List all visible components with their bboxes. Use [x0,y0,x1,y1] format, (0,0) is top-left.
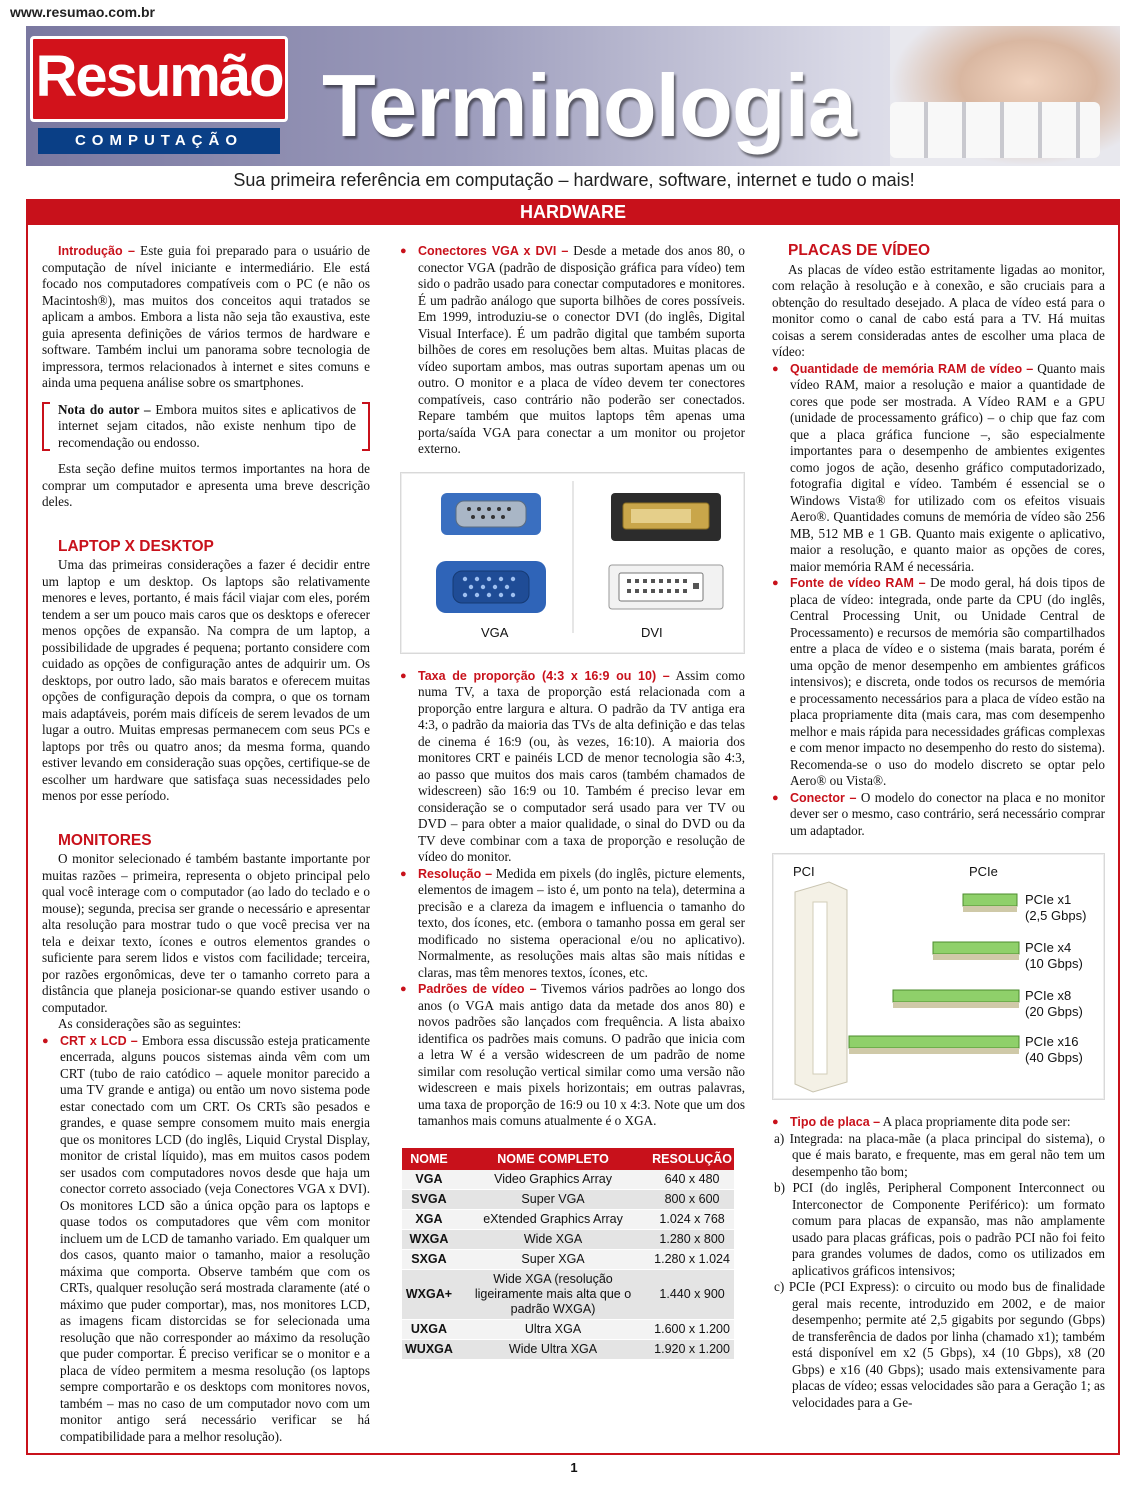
slot-name: PCIe x1 [1025,892,1072,907]
table-header: NOME COMPLETO [456,1148,650,1171]
video-ram-item [772,361,1105,576]
author-note [42,402,370,452]
slot-speed: (40 Gbps) [1025,1050,1083,1065]
monitors-heading: MONITORES [58,831,152,849]
laptop-text: Uma das primeiras considerações a fazer é decidir entre um laptop e um desktop. Os laptops são relativamente menores e leves, portanto, é mais fácil viajar com eles, porém tendem a ser um pouco mais caros que os desktops e oferecer menos opções de expansão. Na compra de um laptop, a possibilidade de upgrades é pequena; portanto considere com cuidado as opções de configuração antes de adquirir um. Os desktops, por outro lado, são mais baratos e oferecem muitas opções de configuração depois da compra, o que os tornam mais adaptáveis, porém mais difíceis de serem levados de um lugar a outro. Muitas empresas permanecem com seus PCs e laptops por três ou quatro anos; da mesma forma, quando estiver levando em consideração suas opções, certifique-se de escolher um hardware que satisfaça suas necessidades pelo menos por esse período. [42,557,370,803]
ram-text: Quanto mais vídeo RAM, maior a resolução e maior a quantidade de cores que pode ser mostrada. A Vídeo RAM e a GPU (unidade de processamento gráfico) – o chip que faz com que a placa gráfica funcione –, são especialmente importantes para o desempenho de ambientes exigentes como jogos de ação, desenho gráfico computadorizado, fotografia digital e vídeo. Também é essencial se o Windows Vista® for utilizado com os efeitos visuais Aero®. Quantidades comuns de memória de vídeo são 256 MB, 512 MB e 1 GB. Quanto mais exigente o aplicativo, maior a resolução, e quanto maior as opções de cores, maior memória RAM é necessária. [790,360,1105,574]
intro-text: Este guia foi preparado para o usuário de computação de nível iniciante e intermediário. Ele está focado nos computadores compatíveis com o PC (e não os Macintosh®), mas muitos dos conceitos aqui tratados se aplicam a ambos. Embora a lista não seja tão exaustiva, este guia apresenta definições de vários termos de hardware e software. Também inclui um panorama sobre tecnologia de impressora, termos relacionados à internet e sites comuns e ainda uma pequena análise sobre os smartphones. [42,243,370,390]
table-cell: VGA [402,1170,456,1190]
video-standards-item [400,981,745,1130]
crt-lead: CRT x LCD – [60,1033,138,1048]
type-text: A placa propriamente dita pode ser: [882,1114,1071,1129]
type-c: c) PCIe (PCI Express): o circuito ou modo bus de finalidade geral mais recente, introduzido em 2002, e de maior desempenho; permite até 2,5 gigabits por segundo (Gbps) de transferência de dados por linha (chamado x1); também está disponível em x2 (5 Gbps), x4 (10 Gbps), x8 (20 Gbps) e x16 (40 Gbps); usado mais extensivamente para placas de vídeo; essas velocidades são para a Geração 1; as velocidades para a Ge- [774,1279,1105,1410]
table-row [402,1190,734,1210]
table-row [402,1250,734,1270]
table-header: RESOLUÇÃO [650,1148,734,1171]
table-cell: XGA [402,1210,456,1230]
vga-dvi-figure [400,472,745,654]
video-cards-intro: As placas de vídeo estão estritamente ligadas ao monitor, com relação à resolução e à conexão, e são cruciais para a obtenção do resultado desejado. A placa de vídeo está para o monitor como o canal de cabo está para a TV. Há muitas coisas a serem consideradas antes de escolher uma placa de vídeo: [772,261,1105,359]
pci-label: PCI [793,864,815,879]
video-cards-heading: PLACAS DE VÍDEO [788,242,931,259]
aspect-text: Assim como numa TV, a taxa de proporção está relacionada com a proporção entre largura e altura. O padrão da TV antiga era 4:3, o padrão da maioria das TVs de alta definição e das telas de cinema é 16:9 (ou, às vezes, 16:10). A maioria dos monitores CRT e painéis LCD de menor tecnologia são 4:3, ao passo que muitos dos mais caros (também chamados de widescreen) são 16:9 ou 10. Também é preciso levar em consideração se o computador será usado para ver TV ou DVD – para obter a maior qualidade, o sinal do DVD ou da TV deve combinar com a taxa de proporção e resolução de vídeo do monitor. [418,667,745,864]
source-lead: Fonte de vídeo RAM – [790,576,926,590]
note-left-bracket [42,402,50,452]
slot-speed: (2,5 Gbps) [1025,908,1087,923]
laptop-heading: LAPTOP X DESKTOP [58,537,214,555]
table-cell: UXGA [402,1320,456,1340]
table-cell: Video Graphics Array [456,1170,650,1190]
pcie-x1-label [1025,892,1086,924]
slot-name: PCIe x4 [1025,940,1072,955]
table-row [402,1170,734,1190]
logo-brand: Resumão [35,44,283,109]
table-row [402,1270,734,1320]
table-cell: WXGA [402,1230,456,1250]
type-a: a) Integrada: na placa-mãe (a placa principal do sistema), o que é mais barato, e frequente, mas em geral não tem um desempenho tão bom; [774,1130,1105,1179]
column-1 [42,243,370,1445]
crt-lcd-item [42,1033,370,1446]
column-2 [400,243,745,1360]
video-source-item [772,575,1105,790]
note-lead: Nota do autor – [58,401,151,417]
column-3 [772,243,1105,1411]
keyboard-keys-photo [890,102,1100,158]
section-definition: Esta seção define muitos termos importantes na hora de comprar um computador e apresenta uma breve descrição deles. [42,461,370,509]
table-cell: Super VGA [456,1190,650,1210]
dvi-caption: DVI [641,624,663,640]
logo-subtitle: COMPUTAÇÃO [38,128,280,154]
table-cell: WUXGA [402,1340,456,1360]
type-lead: Tipo de placa – [790,1115,881,1129]
table-cell: WXGA+ [402,1270,456,1320]
resumao-logo [30,36,288,156]
table-header-row [402,1148,734,1171]
table-cell: 1.280 x 1.024 [650,1250,734,1270]
pcie-x4-label [1025,940,1083,972]
standards-lead: Padrões de vídeo – [418,982,537,996]
table-cell: Super XGA [456,1250,650,1270]
table-cell: 1.280 x 800 [650,1230,734,1250]
aspect-ratio-item [400,668,745,866]
connector-text: O modelo do conector na placa e no monitor dever ser o mesmo, caso contrário, será necessário comprar um adaptador. [790,789,1105,838]
ram-lead: Quantidade de memória RAM de vídeo – [790,361,1034,376]
page-subtitle: Sua primeira referência em computação – hardware, software, internet e tudo o mais! [233,170,915,190]
slot-speed: (20 Gbps) [1025,1004,1083,1019]
type-b: b) PCI (do inglês, Peripheral Component Interconnect ou Interconector de Componente Periférico): um formato comum para placas de expansão, mas não amplamente usado para placas gráficas, pois o padrão PCI não foi feito para grandes volumes de dados, como os utilizados em aplicativos gráficos intensivos; [774,1180,1105,1278]
note-text: Embora muitos sites e aplicativos de internet sejam citados, não existe nenhum tipo de recomendação ou endosso. [58,401,356,450]
vga-text: Desde a metade dos anos 80, o conector VGA (padrão de disposição gráfica para vídeo) tem sido o padrão usado para conectar computadores e monitores. É um padrão análogo que suporta bilhões de cores possíveis. Em 1999, introduziu-se o conector DVI (do inglês, Digital Visual Interface). É um padrão digital que também suporta bilhões de cores em resoluções bem altas. Muitas placas de vídeo suportam ambos, mas outras suportam apenas um ou outro. O monitor e a placa de vídeo devem ter conectores compatíveis, caso contrário não poderão ser conectados. Repare também que muitos laptops têm apenas uma porta/saída VGA para conectar a um monitor ou projetor externo. [418,243,746,456]
crt-text: Embora essa discussão esteja praticamente encerrada, alguns poucos sistemas ainda vêm com um CRT (tubo de raio catódico – aquele monitor parecido a uma TV grande e antiga) ou então um novo sistema pode estar conectado com um CRT. Os CRTs são pesados e grandes, e quase sempre consomem muito mais energia que os monitores LCD (do inglês, Liquid Crystal Display, monitor de cristal líquido), mas em muitos casos podem ser usados com computadores novos desde que haja um conector correto associado (veja Conectores VGA x DVI). Os monitores LCD são a única opção para os laptops e quase todos os computadores que vêm com monitor incluem um de LCD de tamanho variado. Em qualquer um dos casos, quanto maior o tamanho, maior a resolução máxima que comporta. Observe também que com os CRTs, qualquer resolução será mostrada claramente (até o máximo que puder comportar), mas, nos monitores LCD, as imagens ficam distorcidas se for selecionada uma resolução que não corresponder ao máximo da resolução que puder comportar. É preciso verificar se o monitor e a placa de vídeo permitem a mesma resolução (os laptops sempre comportarão e os desktops com monitores novos, também – mas no caso de um computador novo com um monitor antigo será necessário verificar se há compatibilidade para a melhor resolução). [60,1032,371,1444]
table-cell: 800 x 600 [650,1190,734,1210]
source-text: De modo geral, há dois tipos de placa de vídeo: integrada, onde parte da CPU (do inglês, Central Processing Unit, ou Unidade Central de Processamento) e recursos de memória são compartilhados entre a placa de vídeo e o sistema (mais barata, porém é uma opção de menor desempenho em ambientes gráficos intensivos); e discreta, onde todos os recursos de memória e processamento necessários para a placa de vídeo estão na placa propriamente dita (mais cara, mas com desempenho melhor e mais rápida para necessidades gráficas complexas e com menor impacto no desempenho do resto do sistema). Recomenda-se o uso do modelo discreto se optar pelo Aero® ou Vista®. [790,575,1105,788]
aspect-lead: Taxa de proporção (4:3 x 16:9 ou 10) – [418,668,670,683]
table-row [402,1320,734,1340]
note-right-bracket [362,402,370,452]
card-type-item [772,1114,1105,1131]
site-url[interactable]: www.resumao.com.br [10,4,155,20]
table-cell: Ultra XGA [456,1320,650,1340]
table-cell: 1.440 x 900 [650,1270,734,1320]
section-bar [26,199,1120,225]
table-cell: 640 x 480 [650,1170,734,1190]
slot-speed: (10 Gbps) [1025,956,1083,971]
table-cell: 1.600 x 1.200 [650,1320,734,1340]
pcie-x16-label [1025,1034,1083,1066]
page-number: 1 [570,1460,578,1475]
section-title: HARDWARE [520,202,626,222]
monitors-text: O monitor selecionado é também bastante importante por muitas razões – primeira, representa o objeto principal pelo qual você interage com o computador (ao lado do teclado e o mouse); segunda, precisa ser grande o necessário e apresentar alta resolução para mostrar tudo o que você precisa ver na tela e deixar texto, ícones e outros elementos grandes o suficiente para serem lidos e vistos com facilidade; terceira, por razões ergonômicas, deve ter o tamanho correto para a distância que planeja posicionar-se quando estiver usando o computador. [42,851,370,1015]
page-title: Terminologia [322,56,856,155]
resolution-text: Medida em pixels (do inglês, picture elements, elementos de imagem – isto é, um ponto na tela), determina a precisão e a clareza da imagem e influencia o tamanho do texto, dos ícones, etc. (embora o tamanho possa em geral ser modificado no sistema operacional e/ou no aplicativo). Normalmente, as resoluções mais altas são mais nítidas e claras, mas têm menores textos, ícones, etc. [418,865,745,980]
table-cell: 1.920 x 1.200 [650,1340,734,1360]
table-row [402,1210,734,1230]
table-cell: Wide Ultra XGA [456,1340,650,1360]
table-cell: SXGA [402,1250,456,1270]
vga-lead: Conectores VGA x DVI – [418,244,569,258]
table-cell: Wide XGA (resolução ligeiramente mais alta que o padrão WXGA) [456,1270,650,1320]
table-cell: 1.024 x 768 [650,1210,734,1230]
pcie-x8-label [1025,988,1083,1020]
resolution-lead: Resolução – [418,866,493,881]
table-cell: SVGA [402,1190,456,1210]
slot-name: PCIe x8 [1025,988,1072,1003]
connector-lead: Conector – [790,790,857,805]
table-cell: eXtended Graphics Array [456,1210,650,1230]
vga-caption: VGA [481,624,509,640]
pci-slots-figure [772,853,1105,1100]
table-row [402,1340,734,1360]
vga-dvi-item [400,243,745,458]
intro-lead: Introdução – [58,244,135,258]
table-header: NOME [402,1148,456,1171]
video-standards-table [402,1148,734,1361]
standards-text: Tivemos vários padrões ao longo dos anos (o VGA mais antigo data da metade dos anos 80) e novos padrões são lançados com frequência. A lista abaixo identifica os padrões mais comuns. O padrão que inicia com a letra W é a versão widescreen de um padrão de nome similar com resolução vertical similar como uma versão não widescreen e mais pixels horizontais; em outras palavras, uma taxa de proporção de 16:9 ou 10 x 4:3. Note que um dos tamanhos mais comuns atualmente é o XGA. [418,981,745,1128]
connectors-illustration [401,473,744,653]
considerations-text: As considerações são as seguintes: [58,1016,242,1031]
connector-item [772,790,1105,840]
resolution-item [400,866,745,982]
intro-paragraph [42,243,370,392]
table-cell: Wide XGA [456,1230,650,1250]
slot-name: PCIe x16 [1025,1034,1079,1049]
pcie-label: PCIe [969,864,998,879]
table-row [402,1230,734,1250]
